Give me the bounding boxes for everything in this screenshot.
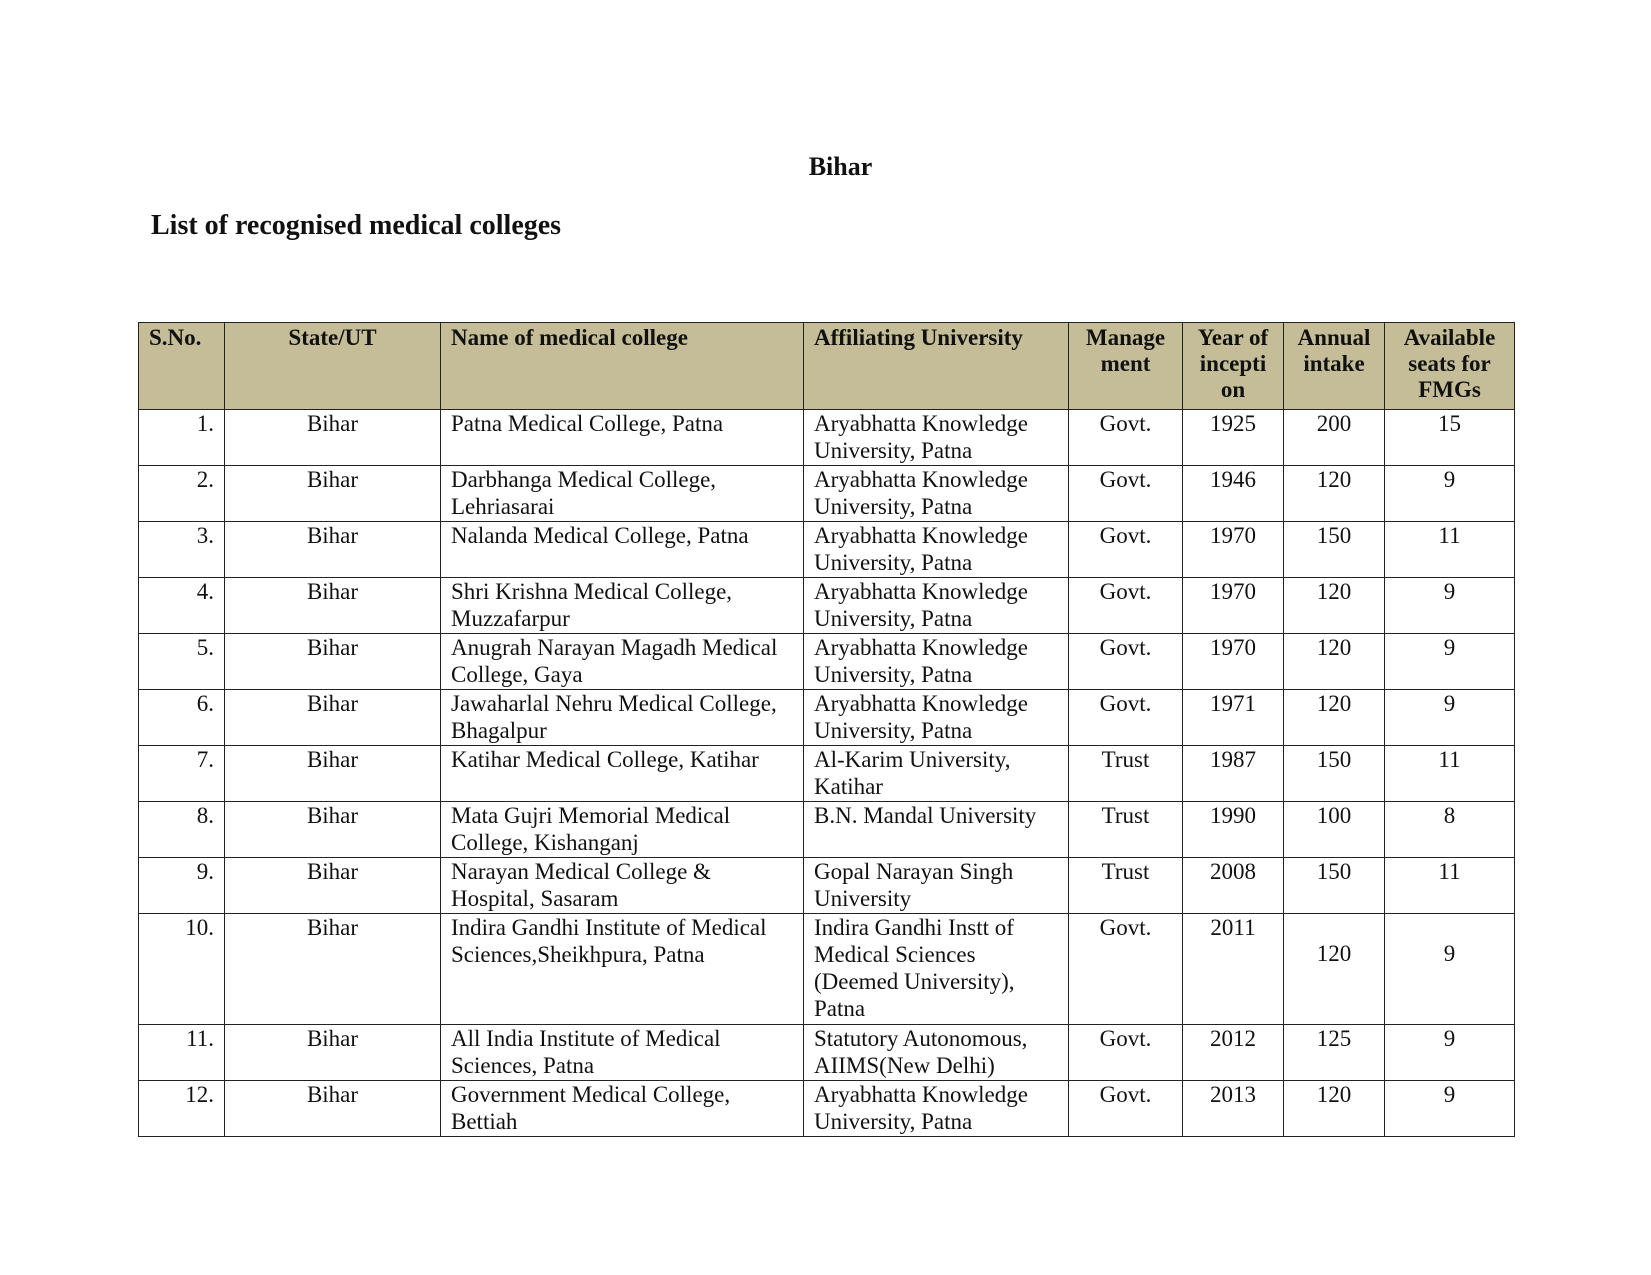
- cell-intake: 120: [1284, 634, 1385, 690]
- cell-college-name: Government Medical College, Bettiah: [441, 1081, 804, 1137]
- cell-year: 2011: [1183, 914, 1284, 1025]
- cell-state: Bihar: [225, 466, 441, 522]
- header-fmg-seats: Available seats for FMGs: [1385, 323, 1515, 410]
- cell-year: 1990: [1183, 802, 1284, 858]
- cell-management: Trust: [1069, 858, 1183, 914]
- cell-fmg-seats: 9: [1385, 466, 1515, 522]
- cell-management: Govt.: [1069, 466, 1183, 522]
- cell-university: Aryabhatta Knowledge University, Patna: [804, 1081, 1069, 1137]
- cell-university: Aryabhatta Knowledge University, Patna: [804, 634, 1069, 690]
- cell-state: Bihar: [225, 522, 441, 578]
- cell-sno: 1.: [139, 410, 225, 466]
- cell-university: Aryabhatta Knowledge University, Patna: [804, 578, 1069, 634]
- cell-management: Govt.: [1069, 410, 1183, 466]
- cell-year: 1987: [1183, 746, 1284, 802]
- cell-state: Bihar: [225, 410, 441, 466]
- cell-state: Bihar: [225, 858, 441, 914]
- cell-management: Govt.: [1069, 914, 1183, 1025]
- table-row: [139, 1081, 1515, 1137]
- header-state: State/UT: [225, 323, 441, 410]
- header-university: Affiliating University: [804, 323, 1069, 410]
- cell-college-name: Shri Krishna Medical College, Muzzafarpur: [441, 578, 804, 634]
- cell-fmg-seats: 11: [1385, 522, 1515, 578]
- cell-fmg-seats: 11: [1385, 746, 1515, 802]
- cell-college-name: Anugrah Narayan Magadh Medical College, Gaya: [441, 634, 804, 690]
- cell-sno: 4.: [139, 578, 225, 634]
- table-row: [139, 858, 1515, 914]
- cell-sno: 8.: [139, 802, 225, 858]
- cell-intake: 150: [1284, 746, 1385, 802]
- header-year: Year of incepti on: [1183, 323, 1284, 410]
- cell-management: Trust: [1069, 802, 1183, 858]
- cell-year: 1971: [1183, 690, 1284, 746]
- table-row: [139, 1025, 1515, 1081]
- header-intake: Annual intake: [1284, 323, 1385, 410]
- cell-year: 2008: [1183, 858, 1284, 914]
- table-row: [139, 466, 1515, 522]
- cell-sno: 12.: [139, 1081, 225, 1137]
- cell-sno: 9.: [139, 858, 225, 914]
- cell-fmg-seats: 11: [1385, 858, 1515, 914]
- cell-college-name: Indira Gandhi Institute of Medical Sciences,Sheikhpura, Patna: [441, 914, 804, 1025]
- cell-university: Indira Gandhi Instt of Medical Sciences (Deemed University), Patna: [804, 914, 1069, 1025]
- cell-year: 1970: [1183, 578, 1284, 634]
- cell-state: Bihar: [225, 690, 441, 746]
- table-row: [139, 802, 1515, 858]
- table-row: [139, 634, 1515, 690]
- cell-management: Govt.: [1069, 522, 1183, 578]
- cell-state: Bihar: [225, 1081, 441, 1137]
- cell-university: Aryabhatta Knowledge University, Patna: [804, 690, 1069, 746]
- cell-fmg-seats: 9: [1385, 634, 1515, 690]
- cell-college-name: Jawaharlal Nehru Medical College, Bhagalpur: [441, 690, 804, 746]
- cell-intake: 200: [1284, 410, 1385, 466]
- cell-university: Statutory Autonomous, AIIMS(New Delhi): [804, 1025, 1069, 1081]
- cell-state: Bihar: [225, 746, 441, 802]
- medical-colleges-table: [138, 322, 1515, 1137]
- header-sno: S.No.: [139, 323, 225, 410]
- cell-year: 1970: [1183, 522, 1284, 578]
- table-row: [139, 746, 1515, 802]
- cell-management: Govt.: [1069, 1025, 1183, 1081]
- cell-state: Bihar: [225, 1025, 441, 1081]
- cell-sno: 6.: [139, 690, 225, 746]
- cell-year: 2013: [1183, 1081, 1284, 1137]
- table-row: [139, 410, 1515, 466]
- cell-college-name: Nalanda Medical College, Patna: [441, 522, 804, 578]
- cell-intake: 150: [1284, 522, 1385, 578]
- header-college-name: Name of medical college: [441, 323, 804, 410]
- header-management: Manage ment: [1069, 323, 1183, 410]
- cell-university: Gopal Narayan Singh University: [804, 858, 1069, 914]
- table-row: [139, 690, 1515, 746]
- cell-university: Aryabhatta Knowledge University, Patna: [804, 522, 1069, 578]
- cell-college-name: Katihar Medical College, Katihar: [441, 746, 804, 802]
- cell-sno: 3.: [139, 522, 225, 578]
- cell-state: Bihar: [225, 634, 441, 690]
- cell-intake: 120: [1284, 914, 1385, 1025]
- cell-intake: 150: [1284, 858, 1385, 914]
- cell-fmg-seats: 9: [1385, 914, 1515, 1025]
- cell-management: Govt.: [1069, 578, 1183, 634]
- cell-university: B.N. Mandal University: [804, 802, 1069, 858]
- table-header-row: [139, 323, 1515, 410]
- cell-intake: 120: [1284, 466, 1385, 522]
- cell-management: Trust: [1069, 746, 1183, 802]
- cell-fmg-seats: 9: [1385, 578, 1515, 634]
- cell-year: 1925: [1183, 410, 1284, 466]
- cell-university: Aryabhatta Knowledge University, Patna: [804, 466, 1069, 522]
- cell-state: Bihar: [225, 802, 441, 858]
- cell-sno: 5.: [139, 634, 225, 690]
- cell-sno: 2.: [139, 466, 225, 522]
- cell-college-name: Mata Gujri Memorial Medical College, Kishanganj: [441, 802, 804, 858]
- cell-year: 1946: [1183, 466, 1284, 522]
- cell-college-name: Patna Medical College, Patna: [441, 410, 804, 466]
- cell-intake: 100: [1284, 802, 1385, 858]
- page-subtitle: List of recognised medical colleges: [151, 210, 562, 241]
- table-row: [139, 914, 1515, 1025]
- cell-fmg-seats: 9: [1385, 1081, 1515, 1137]
- cell-intake: 120: [1284, 1081, 1385, 1137]
- cell-management: Govt.: [1069, 634, 1183, 690]
- cell-intake: 125: [1284, 1025, 1385, 1081]
- table-row: [139, 578, 1515, 634]
- cell-year: 2012: [1183, 1025, 1284, 1081]
- cell-management: Govt.: [1069, 690, 1183, 746]
- cell-university: Al-Karim University, Katihar: [804, 746, 1069, 802]
- cell-fmg-seats: 15: [1385, 410, 1515, 466]
- cell-year: 1970: [1183, 634, 1284, 690]
- cell-state: Bihar: [225, 914, 441, 1025]
- cell-university: Aryabhatta Knowledge University, Patna: [804, 410, 1069, 466]
- cell-intake: 120: [1284, 690, 1385, 746]
- cell-sno: 7.: [139, 746, 225, 802]
- page-title: Bihar: [808, 152, 873, 181]
- cell-fmg-seats: 8: [1385, 802, 1515, 858]
- cell-college-name: Narayan Medical College & Hospital, Sasaram: [441, 858, 804, 914]
- cell-sno: 11.: [139, 1025, 225, 1081]
- cell-state: Bihar: [225, 578, 441, 634]
- cell-fmg-seats: 9: [1385, 1025, 1515, 1081]
- cell-college-name: Darbhanga Medical College, Lehriasarai: [441, 466, 804, 522]
- table-row: [139, 522, 1515, 578]
- cell-fmg-seats: 9: [1385, 690, 1515, 746]
- cell-intake: 120: [1284, 578, 1385, 634]
- cell-sno: 10.: [139, 914, 225, 1025]
- cell-college-name: All India Institute of Medical Sciences, Patna: [441, 1025, 804, 1081]
- cell-management: Govt.: [1069, 1081, 1183, 1137]
